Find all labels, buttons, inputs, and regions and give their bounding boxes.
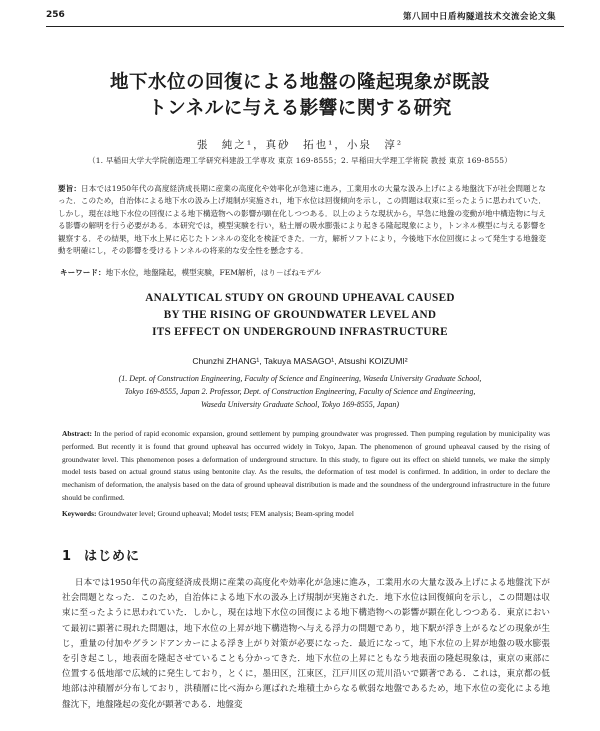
title-en-line-1: ANALYTICAL STUDY ON GROUND UPHEAVAL CAUSED	[145, 292, 455, 304]
affiliation-en-line-2: Tokyo 169-8555, Japan 2. Professor, Dept. of Construction Engineering, Faculty of Science and Engineering,	[124, 387, 476, 396]
abstract-ja-text: 日本では1950年代の高度経済成長期に産業の高度化や効率化が急速に進み，工業用水の大量な汲み上げによる地盤沈下が社会問題となった．このため，自治体による地下水の汲み上げ規制が実施され，地下水位は回復傾向を示し，この問題は収束に至ったように思われていた．しかし，現在は地下水位の回復による地下構造物への影響が顕在化しつつある．以上のような現状から，早急に地盤の変動が地中構造物に与える影響の解明を行う必要がある．本研究では，模型実験を行い，粘土層の吸水膨張により起きる隆起現象により，トンネル模型に与える影響を観察する．その結果，地下水上昇に応じたトンネルの変化を検証できた．一方，解析ソフトにより，今後地下水位回復によって発生する地盤変動を明確にし，その影響を受けるトンネルの将来的な安全性を懸念する．	[58, 184, 546, 256]
section-heading-introduction	[62, 545, 140, 564]
affiliation-ja: （1. 早稲田大学大学院創造理工学研究科建設工学専攻 東京 169-8555；2. 早稲田大学理工学術院 教授 東京 169-8555）	[88, 156, 512, 165]
keywords-ja-label: キーワード：	[60, 268, 106, 277]
journal-title: 第八回中日盾构隧道技术交流会论文集	[402, 12, 556, 22]
keywords-en	[62, 508, 550, 520]
authors-en: Chunzhi ZHANG¹, Takuya MASAGO¹, Atsushi KOIZUMI²	[192, 356, 408, 366]
title-ja-line-1: 地下水位の回復による地盤の隆起現象が既設	[109, 72, 490, 93]
authors-ja: 張 純之¹，真砂 拓也¹，小泉 淳²	[196, 139, 404, 151]
affiliation-en-line-1: (1. Dept. of Construction Engineering, Faculty of Science and Engineering, Waseda University Graduate School,	[118, 374, 482, 383]
keywords-ja	[60, 267, 546, 279]
section-number: 1	[62, 549, 73, 564]
keywords-ja-text: 地下水位，地盤隆起，模型実験，FEM解析，はり－ばねモデル	[105, 268, 322, 277]
body-paragraph: 日本では1950年代の高度経済成長期に産業の高度化や効率化が急速に進み，工業用水の大量な汲み上げによる地盤沈下が社会問題となった．このため，自治体による地下水の汲み上げ規制が実施された．地下水位は回復傾向を示し，この問題は収束に至ったように思われていた．しかし，現在は地下水位の回復による地下構造物への影響が顕在化しつつある．東京において最初に顕著に現れた問題は，地下水位の上昇が地下構造物へ与える浮力の問題であり，地下駅が浮き上がるなどの現象が生じ，重量の付加やグランドアンカーによる浮き上がり対策が必要になった．最近になって，地下水位の上昇が地盤の吸水膨張を引き起こし，地表面を隆起させていることも分かってきた．地下水位の上昇にともなう地表面の隆起現象は，東京の東部に位置する低地部で広域的に発生しており，とくに，墨田区，江東区，江戸川区の荒川沿いで顕著である．これは，東京都の低地部は沖積層が分布しており，洪積層に比べ海から運ばれた堆積土からなる軟弱な地盤であるため，地下水位の変化による地盤沈下，地盤隆起の変化が顕著である．地盤変	[62, 578, 550, 710]
title-ja-line-2: トンネルに与える影響に関する研究	[148, 98, 452, 119]
keywords-en-label: Keywords:	[62, 509, 97, 518]
keywords-en-text: Groundwater level; Ground upheaval; Model tests; FEM analysis; Beam-spring model	[96, 509, 354, 518]
running-header	[46, 8, 564, 27]
abstract-en-text: In the period of rapid economic expansion, ground settlement by pumping groundwater was progressed. Then pumping regulation by municipality was performed. But recently it is found that ground upheaval has occurred widely in Tokyo, Japan. The phenomenon of ground upheaval caused by the rising of groundwater level. This phenomenon poses a deformation of underground structure. In this study, to figure out its effect on shield tunnels, we make the simply model tests based on actual ground status using bentonite clay. As the results, the deformation of test model is confirmed. In addition, in order to declare the mechanism of deformation, the analysis based on the data of ground upheaval distribution is made and the soundness of the underground infrastructure in the future should be confirmed.	[62, 429, 550, 502]
abstract-ja	[58, 183, 546, 257]
affiliation-en-line-3: Waseda University Graduate School, Tokyo 169-8555, Japan)	[200, 400, 400, 409]
section-title: はじめに	[84, 549, 141, 564]
abstract-en	[62, 428, 550, 505]
abstract-ja-label: 要旨：	[58, 184, 82, 193]
title-en-line-2: BY THE RISING OF GROUNDWATER LEVEL AND	[163, 309, 437, 321]
page-number: 256	[46, 10, 65, 20]
title-en-line-3: ITS EFFECT ON UNDERGROUND INFRASTRUCTURE	[152, 326, 448, 338]
abstract-en-label: Abstract:	[62, 429, 92, 438]
